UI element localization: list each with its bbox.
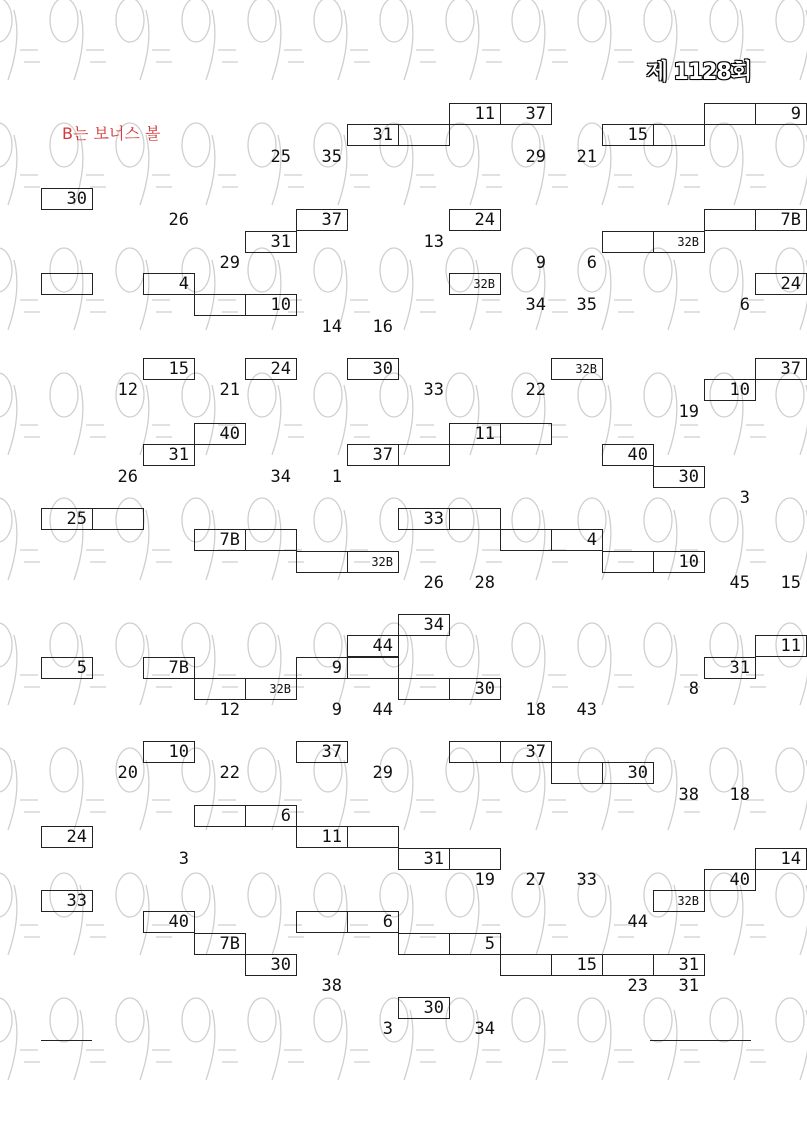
number-box: 9 xyxy=(296,657,348,679)
number-box: 30 xyxy=(347,358,399,380)
number-box xyxy=(194,294,246,316)
number-box xyxy=(551,762,603,784)
number-box: 11 xyxy=(449,103,501,125)
number-box xyxy=(602,231,654,253)
number-label: 6 xyxy=(739,295,750,315)
number-box xyxy=(449,848,501,870)
number-box xyxy=(245,529,297,551)
number-box: 30 xyxy=(41,188,93,210)
number-box: 24 xyxy=(245,358,297,380)
number-label: 26 xyxy=(168,210,189,230)
number-box xyxy=(449,508,501,530)
number-label: 25 xyxy=(270,147,291,167)
number-box: 15 xyxy=(143,358,195,380)
number-box: 32B xyxy=(551,358,603,380)
number-label: 38 xyxy=(678,785,699,805)
number-box xyxy=(602,954,654,976)
number-label: 9 xyxy=(331,700,342,720)
number-box xyxy=(500,954,552,976)
number-box xyxy=(704,103,756,125)
number-label: 38 xyxy=(321,976,342,996)
number-box: 40 xyxy=(194,423,246,445)
number-box: 11 xyxy=(755,635,807,657)
number-box: 37 xyxy=(500,741,552,763)
number-box xyxy=(398,124,450,146)
number-label: 21 xyxy=(219,380,240,400)
number-label: 33 xyxy=(576,870,597,890)
number-box: 32B xyxy=(347,551,399,573)
number-box: 24 xyxy=(41,826,93,848)
number-box: 10 xyxy=(245,294,297,316)
number-label: 18 xyxy=(729,785,750,805)
number-label: 31 xyxy=(678,976,699,996)
number-label: 28 xyxy=(474,573,495,593)
number-box: 7B xyxy=(143,657,195,679)
number-box xyxy=(398,444,450,466)
number-box: 9 xyxy=(755,103,807,125)
number-label: 1 xyxy=(331,467,342,487)
number-box: 15 xyxy=(602,124,654,146)
number-label: 18 xyxy=(525,700,546,720)
number-label: 34 xyxy=(474,1019,495,1039)
number-box: 30 xyxy=(449,678,501,700)
number-box: 30 xyxy=(602,762,654,784)
number-label: 35 xyxy=(321,147,342,167)
bonus-note: B는 보너스 볼 xyxy=(62,124,161,143)
number-label: 23 xyxy=(627,976,648,996)
number-label: 3 xyxy=(178,849,189,869)
number-box: 11 xyxy=(296,826,348,848)
number-box: 31 xyxy=(143,444,195,466)
number-box xyxy=(194,805,246,827)
number-box: 6 xyxy=(245,805,297,827)
number-box: 31 xyxy=(653,954,705,976)
number-box xyxy=(500,423,552,445)
number-box: 5 xyxy=(41,657,93,679)
number-label: 26 xyxy=(117,467,138,487)
number-box: 34 xyxy=(398,614,450,636)
number-label: 9 xyxy=(535,253,546,273)
number-box: 30 xyxy=(398,997,450,1019)
number-box: 7B xyxy=(194,529,246,551)
number-box: 40 xyxy=(704,869,756,891)
number-box: 10 xyxy=(653,551,705,573)
number-label: 8 xyxy=(688,679,699,699)
number-box xyxy=(602,551,654,573)
number-box xyxy=(347,826,399,848)
number-box: 31 xyxy=(245,231,297,253)
number-label: 3 xyxy=(739,488,750,508)
number-box xyxy=(296,551,348,573)
number-label: 12 xyxy=(117,380,138,400)
number-box: 32B xyxy=(653,231,705,253)
number-label: 13 xyxy=(423,232,444,252)
number-box xyxy=(194,678,246,700)
number-label: 22 xyxy=(219,763,240,783)
number-label: 15 xyxy=(780,573,801,593)
number-box: 5 xyxy=(449,933,501,955)
number-box: 10 xyxy=(704,379,756,401)
number-box: 14 xyxy=(755,848,807,870)
number-label: 44 xyxy=(372,700,393,720)
number-box xyxy=(347,657,399,679)
number-label: 34 xyxy=(270,467,291,487)
number-box: 4 xyxy=(143,273,195,295)
number-box: 24 xyxy=(449,209,501,231)
number-box: 15 xyxy=(551,954,603,976)
number-box: 11 xyxy=(449,423,501,445)
number-box: 37 xyxy=(755,358,807,380)
number-box: 30 xyxy=(653,466,705,488)
number-box: 33 xyxy=(398,508,450,530)
number-label: 22 xyxy=(525,380,546,400)
number-label: 29 xyxy=(525,147,546,167)
number-label: 12 xyxy=(219,700,240,720)
number-box: 31 xyxy=(398,848,450,870)
number-label: 19 xyxy=(678,402,699,422)
number-box: 33 xyxy=(41,890,93,912)
number-box: 37 xyxy=(500,103,552,125)
number-box xyxy=(398,678,450,700)
number-box xyxy=(449,741,501,763)
number-label: 26 xyxy=(423,573,444,593)
number-label: 20 xyxy=(117,763,138,783)
number-box: 37 xyxy=(296,741,348,763)
number-box: 7B xyxy=(194,933,246,955)
number-box: 31 xyxy=(347,124,399,146)
number-box: 24 xyxy=(755,273,807,295)
number-label: 29 xyxy=(219,253,240,273)
number-label: 44 xyxy=(627,912,648,932)
number-label: 21 xyxy=(576,147,597,167)
number-label: 6 xyxy=(586,253,597,273)
number-label: 33 xyxy=(423,380,444,400)
number-box: 4 xyxy=(551,529,603,551)
number-box: 6 xyxy=(347,911,399,933)
number-box xyxy=(41,273,93,295)
number-box: 40 xyxy=(602,444,654,466)
number-box: 44 xyxy=(347,635,399,657)
number-label: 27 xyxy=(525,870,546,890)
number-box xyxy=(704,209,756,231)
number-box: 10 xyxy=(143,741,195,763)
number-label: 34 xyxy=(525,295,546,315)
number-label: 19 xyxy=(474,870,495,890)
draw-title: 제 1128회 xyxy=(646,60,751,85)
number-box xyxy=(296,911,348,933)
number-box xyxy=(92,508,144,530)
number-box xyxy=(398,933,450,955)
number-box: 25 xyxy=(41,508,93,530)
number-box: 40 xyxy=(143,911,195,933)
number-label: 16 xyxy=(372,317,393,337)
number-label: 29 xyxy=(372,763,393,783)
number-label: 43 xyxy=(576,700,597,720)
number-label: 3 xyxy=(382,1019,393,1039)
number-box xyxy=(500,529,552,551)
number-box: 32B xyxy=(653,890,705,912)
number-box: 30 xyxy=(245,954,297,976)
number-box: 32B xyxy=(245,678,297,700)
number-box: 7B xyxy=(755,209,807,231)
number-box: 31 xyxy=(704,657,756,679)
number-box: 37 xyxy=(347,444,399,466)
number-box: 37 xyxy=(296,209,348,231)
number-label: 45 xyxy=(729,573,750,593)
number-label: 14 xyxy=(321,317,342,337)
number-box xyxy=(653,124,705,146)
number-box: 32B xyxy=(449,273,501,295)
number-label: 35 xyxy=(576,295,597,315)
